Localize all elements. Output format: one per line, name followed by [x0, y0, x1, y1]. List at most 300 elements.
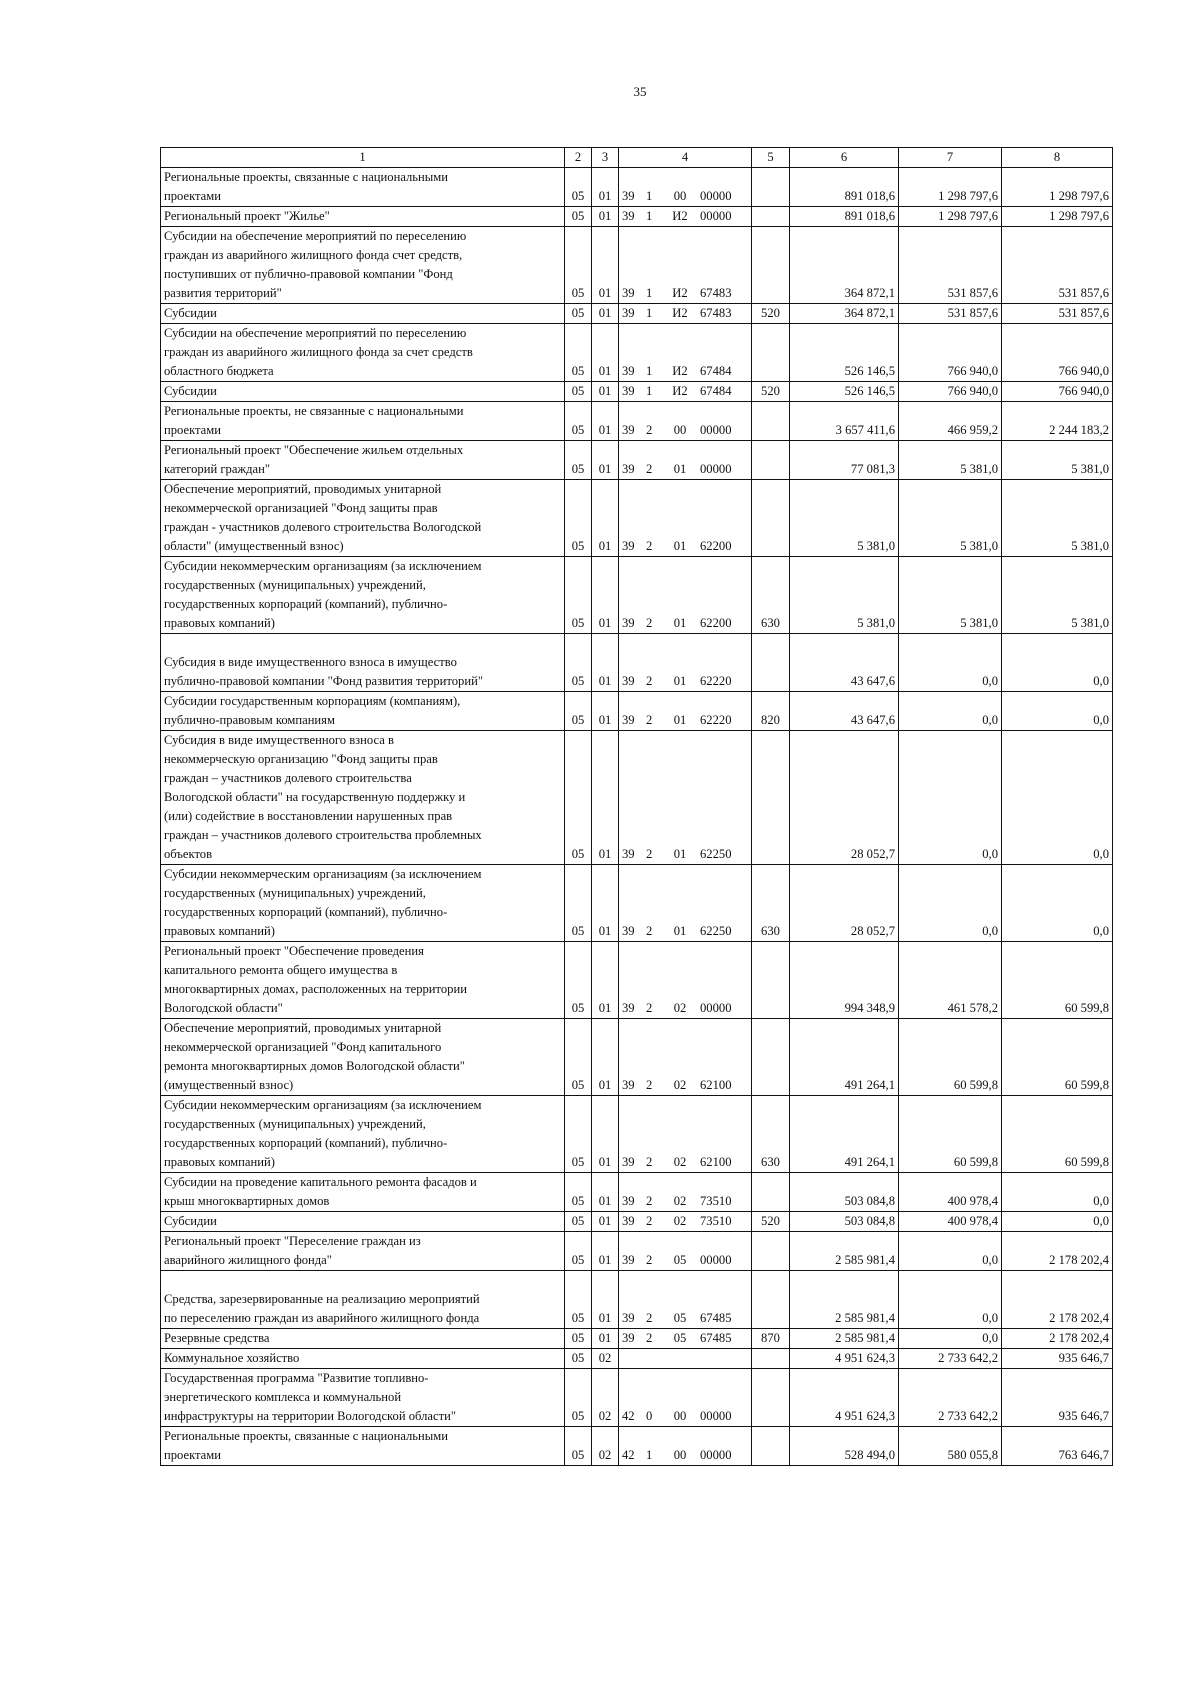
- amount-col-8: 2 178 202,4: [1002, 1232, 1113, 1271]
- code-part: 1: [646, 286, 653, 300]
- row-name: [161, 402, 565, 441]
- target-article-code: [619, 1349, 752, 1369]
- section-code: 05: [565, 1329, 592, 1349]
- code-part: 39: [622, 1311, 635, 1325]
- table-row: [161, 1271, 1113, 1329]
- code-part: 39: [622, 1194, 635, 1208]
- amount-col-7: 5 381,0: [899, 441, 1002, 480]
- amount-col-8: 0,0: [1002, 731, 1113, 865]
- table-header-row: [161, 148, 1113, 168]
- subsection-code: 01: [592, 324, 619, 382]
- expense-type-code: [752, 227, 790, 304]
- code-part: 00000: [700, 423, 732, 437]
- row-name: [161, 557, 565, 634]
- section-code: 05: [565, 1096, 592, 1173]
- column-header: 3: [592, 148, 619, 168]
- code-part: 01: [673, 616, 687, 630]
- row-name: [161, 480, 565, 557]
- row-name-text: Средства, зарезервированные на реализацию мероприятий по переселению граждан из аварийного жилищного фонда: [164, 1292, 480, 1325]
- column-header: 2: [565, 148, 592, 168]
- target-article-code: [619, 1369, 752, 1427]
- code-part: 2: [646, 1078, 653, 1092]
- section-code: 05: [565, 402, 592, 441]
- table-row: [161, 1369, 1113, 1427]
- amount-col-6: 28 052,7: [790, 731, 899, 865]
- amount-col-8: 5 381,0: [1002, 441, 1113, 480]
- code-part: 39: [622, 209, 635, 223]
- table-row: [161, 382, 1113, 402]
- table-row: [161, 1427, 1113, 1466]
- amount-col-8: 2 244 183,2: [1002, 402, 1113, 441]
- subsection-code: 01: [592, 480, 619, 557]
- expense-type-code: [752, 207, 790, 227]
- amount-col-6: 4 951 624,3: [790, 1369, 899, 1427]
- expense-type-code: 520: [752, 304, 790, 324]
- code-part: 02: [673, 1194, 687, 1208]
- table-row: [161, 692, 1113, 731]
- target-article-code: [619, 207, 752, 227]
- subsection-code: 01: [592, 207, 619, 227]
- expense-type-code: [752, 480, 790, 557]
- amount-col-6: 364 872,1: [790, 227, 899, 304]
- amount-col-7: 0,0: [899, 692, 1002, 731]
- code-part: 67484: [700, 384, 732, 398]
- code-part: 39: [622, 1155, 635, 1169]
- code-part: 2: [646, 1311, 653, 1325]
- expense-type-code: 630: [752, 1096, 790, 1173]
- target-article-code: [619, 304, 752, 324]
- amount-col-7: 0,0: [899, 1232, 1002, 1271]
- row-name-text: Субсидии на обеспечение мероприятий по переселению граждан из аварийного жилищного фонда счет средств, поступивших от публично-правовой компании "Фонд развития территорий": [164, 229, 467, 300]
- amount-col-7: 1 298 797,6: [899, 168, 1002, 207]
- row-name-text: Региональные проекты, не связанные с национальными проектами: [164, 404, 464, 437]
- subsection-code: 01: [592, 557, 619, 634]
- expense-type-code: [752, 1349, 790, 1369]
- amount-col-6: 5 381,0: [790, 480, 899, 557]
- code-part: 39: [622, 1078, 635, 1092]
- row-name-text: Субсидии на проведение капитального ремонта фасадов и крыш многоквартирных домов: [164, 1175, 477, 1208]
- subsection-code: 01: [592, 304, 619, 324]
- target-article-code: [619, 1096, 752, 1173]
- amount-col-7: 2 733 642,2: [899, 1349, 1002, 1369]
- expense-type-code: 630: [752, 557, 790, 634]
- code-part: 67483: [700, 306, 732, 320]
- amount-col-7: 5 381,0: [899, 557, 1002, 634]
- amount-col-7: 0,0: [899, 1271, 1002, 1329]
- code-part: 1: [646, 364, 653, 378]
- amount-col-7: 60 599,8: [899, 1019, 1002, 1096]
- amount-col-6: 526 146,5: [790, 382, 899, 402]
- row-name: [161, 1369, 565, 1427]
- expense-type-code: [752, 168, 790, 207]
- expense-type-code: [752, 1232, 790, 1271]
- amount-col-7: 1 298 797,6: [899, 207, 1002, 227]
- expense-type-code: 520: [752, 1212, 790, 1232]
- section-code: 05: [565, 1271, 592, 1329]
- row-name-text: Региональный проект "Переселение граждан из аварийного жилищного фонда": [164, 1234, 421, 1267]
- code-part: 39: [622, 364, 635, 378]
- code-part: 2: [646, 1214, 653, 1228]
- code-part: И2: [672, 286, 688, 300]
- code-part: 62220: [700, 674, 732, 688]
- table-row: [161, 1232, 1113, 1271]
- code-part: 0: [646, 1409, 653, 1423]
- expense-type-code: [752, 1271, 790, 1329]
- code-part: 02: [673, 1078, 687, 1092]
- code-part: 39: [622, 384, 635, 398]
- column-header: 1: [161, 148, 565, 168]
- table-row: [161, 1212, 1113, 1232]
- section-code: 05: [565, 865, 592, 942]
- row-name: [161, 1427, 565, 1466]
- table-row: [161, 634, 1113, 692]
- amount-col-8: 60 599,8: [1002, 1019, 1113, 1096]
- code-part: 00: [673, 189, 687, 203]
- row-name: [161, 227, 565, 304]
- table-row: [161, 1019, 1113, 1096]
- code-part: И2: [672, 306, 688, 320]
- target-article-code: [619, 168, 752, 207]
- code-part: 05: [673, 1311, 687, 1325]
- amount-col-8: 2 178 202,4: [1002, 1329, 1113, 1349]
- code-part: 39: [622, 306, 635, 320]
- subsection-code: 02: [592, 1349, 619, 1369]
- expense-type-code: [752, 324, 790, 382]
- code-part: 00000: [700, 209, 732, 223]
- section-code: 05: [565, 1349, 592, 1369]
- code-part: 39: [622, 286, 635, 300]
- code-part: 05: [673, 1331, 687, 1345]
- target-article-code: [619, 382, 752, 402]
- code-part: 2: [646, 539, 653, 553]
- target-article-code: [619, 942, 752, 1019]
- table-row: [161, 480, 1113, 557]
- subsection-code: 01: [592, 402, 619, 441]
- code-part: 2: [646, 462, 653, 476]
- code-part: 67485: [700, 1331, 732, 1345]
- code-part: 00: [673, 1448, 687, 1462]
- amount-col-7: 0,0: [899, 865, 1002, 942]
- code-part: 01: [673, 847, 687, 861]
- code-part: 2: [646, 1194, 653, 1208]
- table-row: [161, 1173, 1113, 1212]
- row-name-text: Субсидии: [164, 1214, 217, 1228]
- code-part: 73510: [700, 1214, 732, 1228]
- code-part: 62200: [700, 539, 732, 553]
- code-part: 01: [673, 713, 687, 727]
- row-name-text: Коммунальное хозяйство: [164, 1351, 300, 1365]
- target-article-code: [619, 557, 752, 634]
- section-code: 05: [565, 1369, 592, 1427]
- code-part: 05: [673, 1253, 687, 1267]
- code-part: 39: [622, 462, 635, 476]
- row-spacer: [164, 1271, 561, 1290]
- code-part: И2: [672, 364, 688, 378]
- column-header: 8: [1002, 148, 1113, 168]
- amount-col-8: 935 646,7: [1002, 1349, 1113, 1369]
- code-part: 39: [622, 674, 635, 688]
- code-part: 39: [622, 539, 635, 553]
- amount-col-8: 531 857,6: [1002, 227, 1113, 304]
- amount-col-8: 0,0: [1002, 692, 1113, 731]
- amount-col-7: 461 578,2: [899, 942, 1002, 1019]
- section-code: 05: [565, 480, 592, 557]
- row-name: [161, 168, 565, 207]
- row-name-text: Субсидии: [164, 384, 217, 398]
- row-name: [161, 1212, 565, 1232]
- row-name: [161, 1271, 565, 1329]
- code-part: 39: [622, 1331, 635, 1345]
- table-row: [161, 227, 1113, 304]
- section-code: 05: [565, 942, 592, 1019]
- row-name-text: Субсидия в виде имущественного взноса в имущество публично-правовой компании "Фонд развития территорий": [164, 655, 483, 688]
- code-part: 39: [622, 924, 635, 938]
- expense-type-code: 820: [752, 692, 790, 731]
- code-part: 1: [646, 306, 653, 320]
- code-part: 00000: [700, 1409, 732, 1423]
- expense-type-code: [752, 402, 790, 441]
- row-name-text: Государственная программа "Развитие топливно- энергетического комплекса и коммунальной инфраструктуры на территории Вологодской области": [164, 1371, 456, 1423]
- target-article-code: [619, 1019, 752, 1096]
- amount-col-6: 364 872,1: [790, 304, 899, 324]
- code-part: 39: [622, 713, 635, 727]
- code-part: 00000: [700, 189, 732, 203]
- table-row: [161, 865, 1113, 942]
- code-part: 1: [646, 1448, 653, 1462]
- table-row: [161, 324, 1113, 382]
- column-header: 6: [790, 148, 899, 168]
- expense-type-code: [752, 634, 790, 692]
- code-part: 1: [646, 209, 653, 223]
- subsection-code: 01: [592, 692, 619, 731]
- page-number: 35: [633, 84, 647, 99]
- amount-col-6: 526 146,5: [790, 324, 899, 382]
- code-part: 39: [622, 423, 635, 437]
- amount-col-8: 766 940,0: [1002, 324, 1113, 382]
- row-name-text: Субсидии государственным корпорациям (компаниям), публично-правовым компаниям: [164, 694, 461, 727]
- amount-col-8: 935 646,7: [1002, 1369, 1113, 1427]
- section-code: 05: [565, 227, 592, 304]
- subsection-code: 01: [592, 168, 619, 207]
- code-part: 67483: [700, 286, 732, 300]
- subsection-code: 01: [592, 382, 619, 402]
- amount-col-7: 466 959,2: [899, 402, 1002, 441]
- column-header: 4: [619, 148, 752, 168]
- row-name: [161, 304, 565, 324]
- target-article-code: [619, 731, 752, 865]
- row-spacer: [164, 634, 561, 653]
- amount-col-8: 1 298 797,6: [1002, 207, 1113, 227]
- target-article-code: [619, 634, 752, 692]
- expense-type-code: [752, 1173, 790, 1212]
- amount-col-6: 2 585 981,4: [790, 1232, 899, 1271]
- amount-col-7: 5 381,0: [899, 480, 1002, 557]
- section-code: 05: [565, 557, 592, 634]
- amount-col-7: 766 940,0: [899, 382, 1002, 402]
- target-article-code: [619, 480, 752, 557]
- row-name-text: Обеспечение мероприятий, проводимых унитарной некоммерческой организацией "Фонд защиты прав граждан - участников долевого строительства Вологодской области" (имущественный взнос): [164, 482, 482, 553]
- amount-col-7: 766 940,0: [899, 324, 1002, 382]
- target-article-code: [619, 227, 752, 304]
- row-name-text: Субсидии некоммерческим организациям (за исключением государственных (муниципальных) учреждений, государственных корпораций (компаний), публично- правовых компаний): [164, 1098, 482, 1169]
- code-part: 62250: [700, 847, 732, 861]
- section-code: 05: [565, 731, 592, 865]
- amount-col-6: 994 348,9: [790, 942, 899, 1019]
- code-part: 00000: [700, 1001, 732, 1015]
- section-code: 05: [565, 324, 592, 382]
- table-row: [161, 942, 1113, 1019]
- expense-type-code: [752, 731, 790, 865]
- amount-col-8: 5 381,0: [1002, 480, 1113, 557]
- code-part: 62200: [700, 616, 732, 630]
- code-part: 62100: [700, 1078, 732, 1092]
- code-part: 62220: [700, 713, 732, 727]
- expense-type-code: [752, 942, 790, 1019]
- target-article-code: [619, 441, 752, 480]
- target-article-code: [619, 865, 752, 942]
- code-part: 2: [646, 713, 653, 727]
- amount-col-6: 2 585 981,4: [790, 1329, 899, 1349]
- table-row: [161, 207, 1113, 227]
- target-article-code: [619, 324, 752, 382]
- row-name: [161, 382, 565, 402]
- section-code: 05: [565, 692, 592, 731]
- subsection-code: 01: [592, 731, 619, 865]
- amount-col-6: 43 647,6: [790, 634, 899, 692]
- subsection-code: 01: [592, 1173, 619, 1212]
- table-row: [161, 1096, 1113, 1173]
- amount-col-6: 2 585 981,4: [790, 1271, 899, 1329]
- code-part: 2: [646, 1001, 653, 1015]
- subsection-code: 01: [592, 1271, 619, 1329]
- section-code: 05: [565, 168, 592, 207]
- section-code: 05: [565, 1232, 592, 1271]
- code-part: 39: [622, 1214, 635, 1228]
- row-name-text: Обеспечение мероприятий, проводимых унитарной некоммерческой организацией "Фонд капитального ремонта многоквартирных домов Вологодской области" (имущественный взнос): [164, 1021, 465, 1092]
- amount-col-7: 2 733 642,2: [899, 1369, 1002, 1427]
- amount-col-8: 531 857,6: [1002, 304, 1113, 324]
- target-article-code: [619, 1427, 752, 1466]
- code-part: 2: [646, 847, 653, 861]
- row-name-text: Региональный проект "Обеспечение проведения капитального ремонта общего имущества в многоквартирных домах, расположенных на территории Вологодской области": [164, 944, 467, 1015]
- row-name: [161, 731, 565, 865]
- subsection-code: 01: [592, 1096, 619, 1173]
- section-code: 05: [565, 634, 592, 692]
- row-name: [161, 1232, 565, 1271]
- table-row: [161, 441, 1113, 480]
- amount-col-8: 60 599,8: [1002, 1096, 1113, 1173]
- amount-col-7: 0,0: [899, 731, 1002, 865]
- code-part: 2: [646, 423, 653, 437]
- row-name: [161, 1019, 565, 1096]
- table-row: [161, 402, 1113, 441]
- subsection-code: 01: [592, 1232, 619, 1271]
- amount-col-8: 5 381,0: [1002, 557, 1113, 634]
- amount-col-8: 763 646,7: [1002, 1427, 1113, 1466]
- code-part: 2: [646, 616, 653, 630]
- code-part: 00000: [700, 1253, 732, 1267]
- subsection-code: 01: [592, 634, 619, 692]
- table-row: [161, 1349, 1113, 1369]
- code-part: 00000: [700, 1448, 732, 1462]
- target-article-code: [619, 402, 752, 441]
- expense-type-code: 630: [752, 865, 790, 942]
- section-code: 05: [565, 1212, 592, 1232]
- code-part: 73510: [700, 1194, 732, 1208]
- code-part: 42: [622, 1448, 635, 1462]
- code-part: 67485: [700, 1311, 732, 1325]
- row-name: [161, 324, 565, 382]
- section-code: 05: [565, 382, 592, 402]
- row-name-text: Субсидии: [164, 306, 217, 320]
- subsection-code: 01: [592, 1212, 619, 1232]
- code-part: И2: [672, 209, 688, 223]
- row-name: [161, 441, 565, 480]
- target-article-code: [619, 1271, 752, 1329]
- subsection-code: 02: [592, 1427, 619, 1466]
- target-article-code: [619, 1212, 752, 1232]
- subsection-code: 01: [592, 1019, 619, 1096]
- code-part: 01: [673, 539, 687, 553]
- row-name: [161, 1349, 565, 1369]
- subsection-code: 01: [592, 865, 619, 942]
- row-name-text: Региональные проекты, связанные с национальными проектами: [164, 170, 448, 203]
- code-part: 01: [673, 674, 687, 688]
- row-name-text: Субсидии некоммерческим организациям (за исключением государственных (муниципальных) учреждений, государственных корпораций (компаний), публично- правовых компаний): [164, 559, 482, 630]
- row-name: [161, 1329, 565, 1349]
- code-part: 39: [622, 1001, 635, 1015]
- amount-col-6: 43 647,6: [790, 692, 899, 731]
- amount-col-8: 60 599,8: [1002, 942, 1113, 1019]
- code-part: 39: [622, 616, 635, 630]
- budget-table: [160, 147, 1113, 1466]
- amount-col-6: 891 018,6: [790, 207, 899, 227]
- table-row: [161, 731, 1113, 865]
- section-code: 05: [565, 1173, 592, 1212]
- table-row: [161, 168, 1113, 207]
- code-part: 1: [646, 384, 653, 398]
- code-part: 01: [673, 462, 687, 476]
- amount-col-6: 528 494,0: [790, 1427, 899, 1466]
- code-part: И2: [672, 384, 688, 398]
- amount-col-8: 1 298 797,6: [1002, 168, 1113, 207]
- code-part: 02: [673, 1214, 687, 1228]
- expense-type-code: 870: [752, 1329, 790, 1349]
- amount-col-6: 4 951 624,3: [790, 1349, 899, 1369]
- amount-col-6: 503 084,8: [790, 1173, 899, 1212]
- amount-col-6: 28 052,7: [790, 865, 899, 942]
- code-part: 00000: [700, 462, 732, 476]
- code-part: 62100: [700, 1155, 732, 1169]
- code-part: 62250: [700, 924, 732, 938]
- code-part: 2: [646, 924, 653, 938]
- amount-col-8: 0,0: [1002, 634, 1113, 692]
- table-row: [161, 1329, 1113, 1349]
- amount-col-7: 0,0: [899, 1329, 1002, 1349]
- code-part: 02: [673, 1155, 687, 1169]
- section-code: 05: [565, 441, 592, 480]
- amount-col-6: 491 264,1: [790, 1019, 899, 1096]
- amount-col-8: 0,0: [1002, 1173, 1113, 1212]
- row-name-text: Региональный проект "Жилье": [164, 209, 330, 223]
- row-name-text: Резервные средства: [164, 1331, 270, 1345]
- expense-type-code: [752, 1019, 790, 1096]
- amount-col-8: 766 940,0: [1002, 382, 1113, 402]
- column-header: 7: [899, 148, 1002, 168]
- code-part: 39: [622, 1253, 635, 1267]
- code-part: 02: [673, 1001, 687, 1015]
- amount-col-7: 580 055,8: [899, 1427, 1002, 1466]
